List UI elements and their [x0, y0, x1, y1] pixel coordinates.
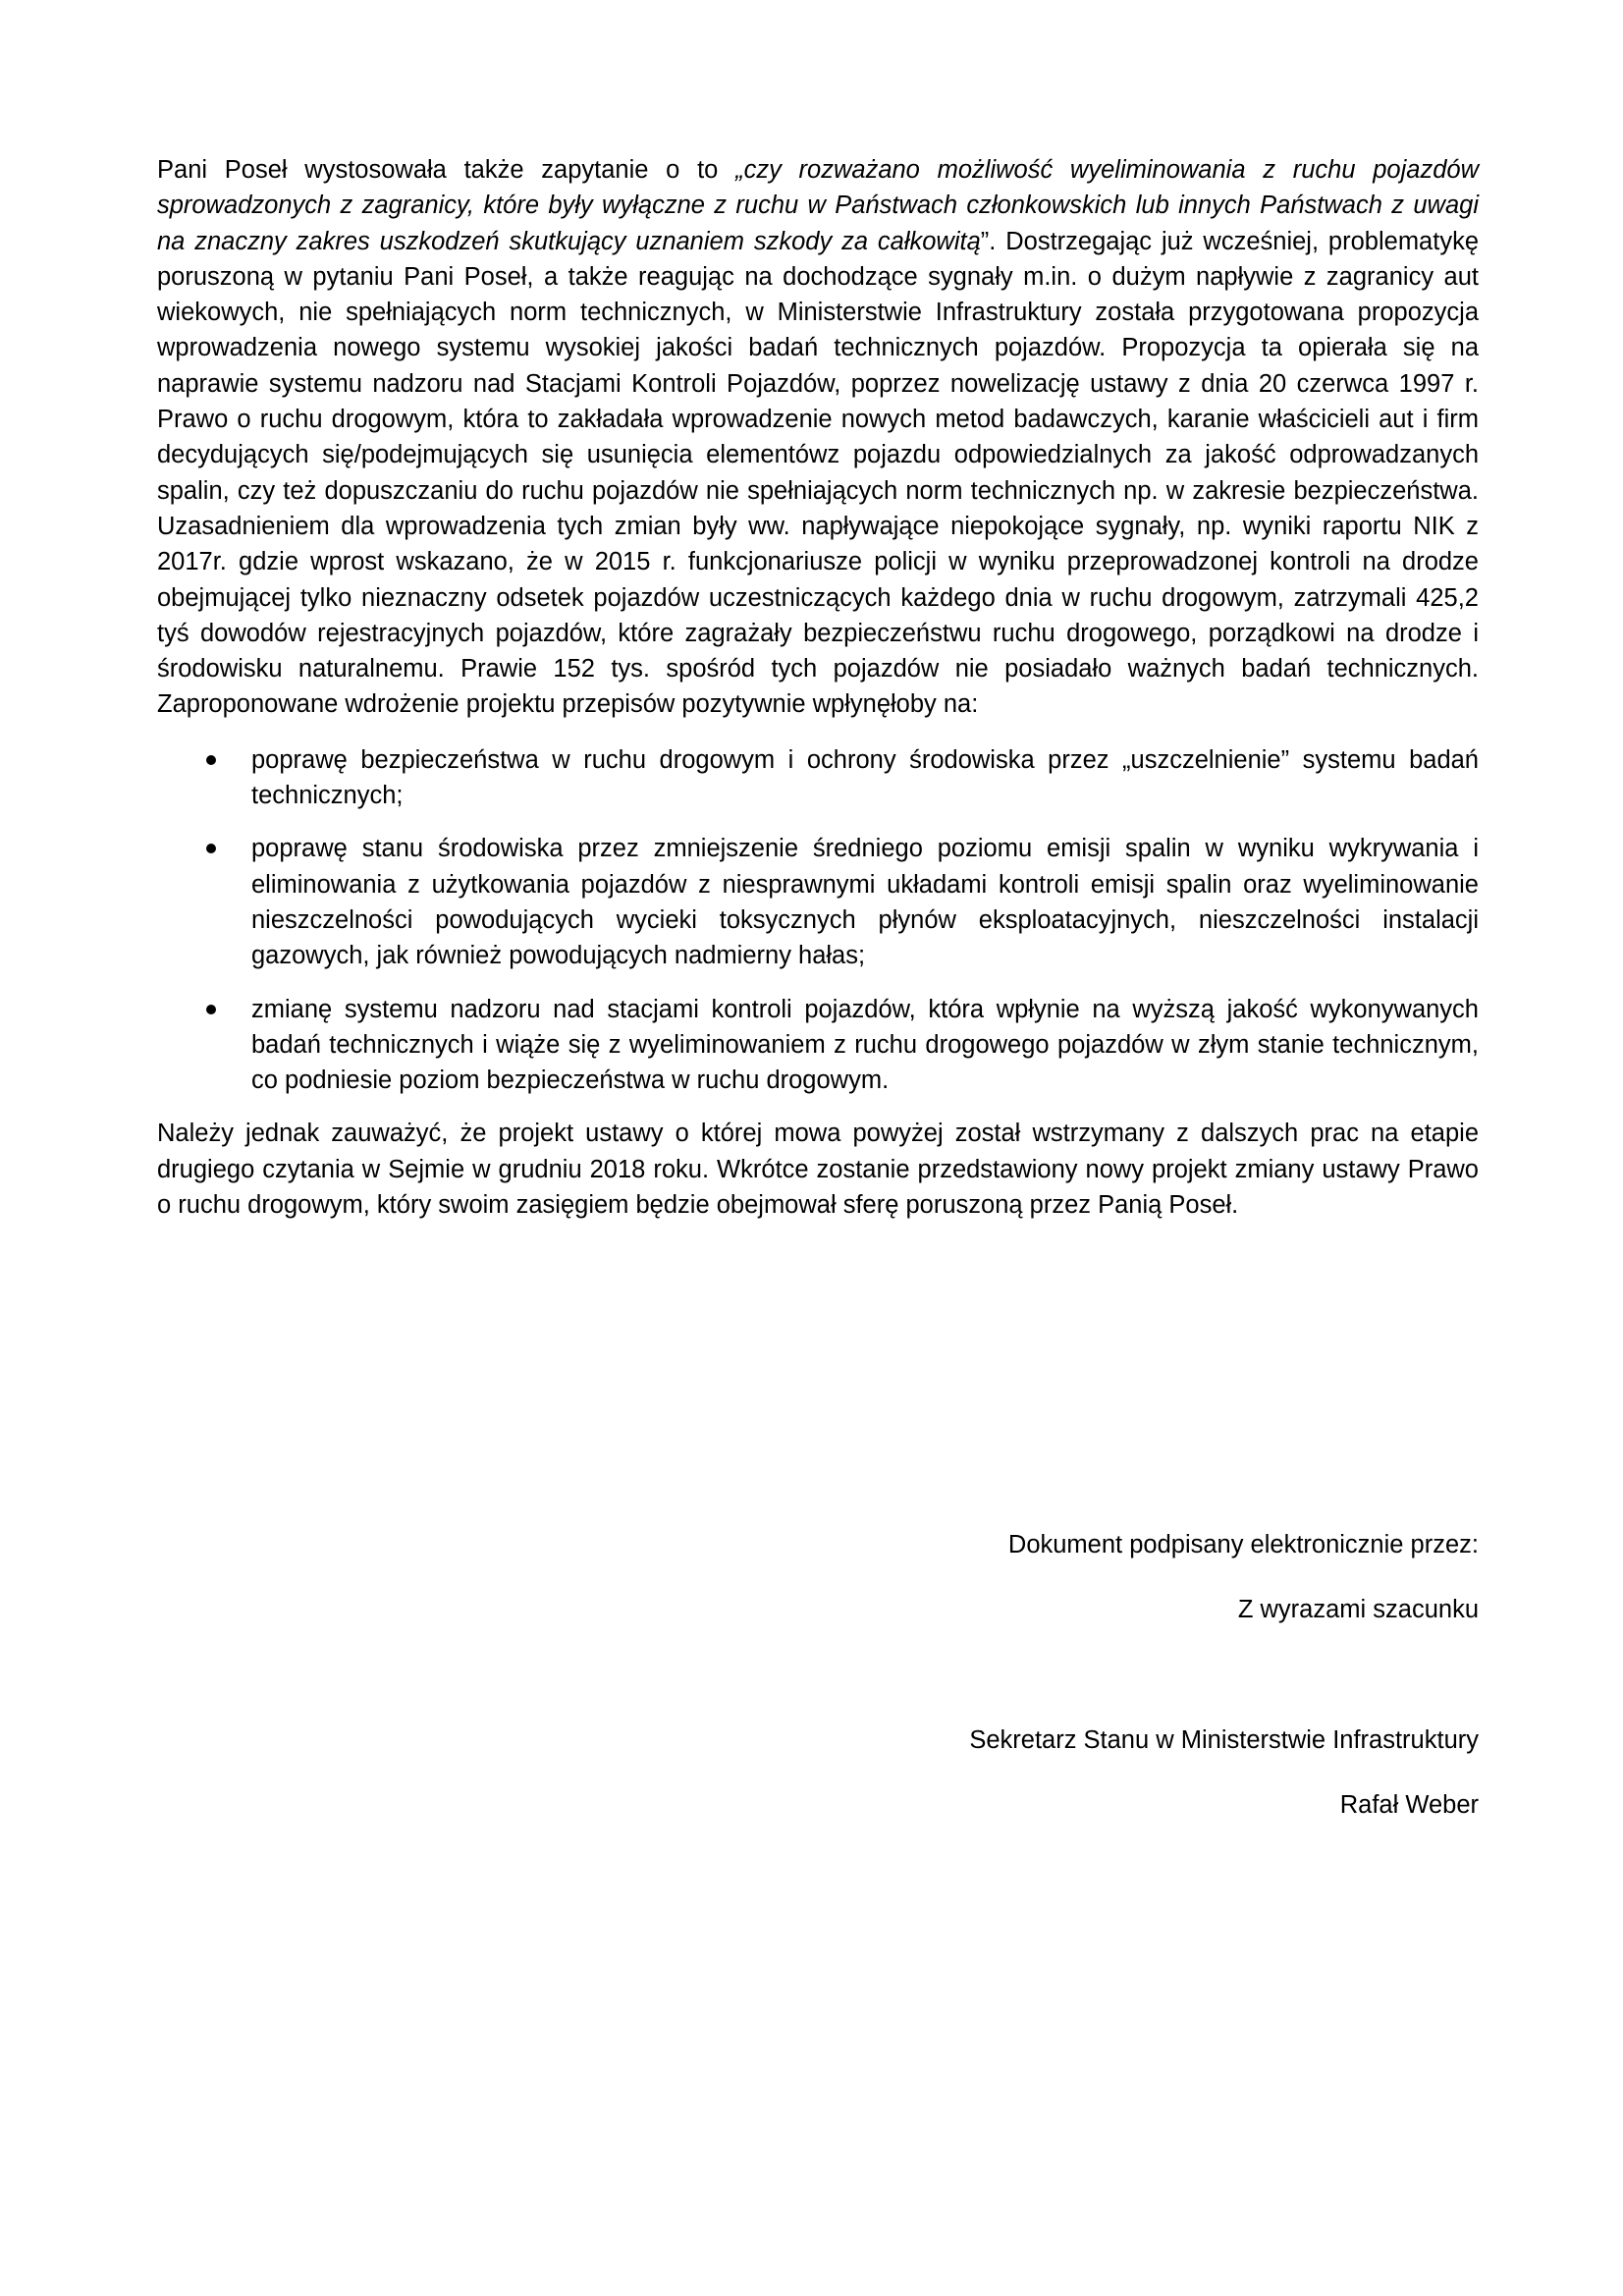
list-item: [157, 992, 1479, 1099]
list-item-text: zmianę systemu nadzoru nad stacjami kontroli pojazdów, która wpłynie na wyższą jakość wykonywanych badań technicznych i wiąże się z wyeliminowaniem z ruchu drogowego pojazdów w złym stanie technicznym, co podniesie poziom bezpieczeństwa w ruchu drogowym.: [251, 995, 1479, 1095]
paragraph-intro: [157, 152, 1479, 723]
list-item: [157, 831, 1479, 973]
electronic-signature-note: Dokument podpisany elektronicznie przez:: [1007, 1531, 1479, 1558]
paragraph-conclusion: Należy jednak zauważyć, że projekt ustawy o której mowa powyżej został wstrzymany z dalszych prac na etapie drugiego czytania w Sejmie w grudniu 2018 roku. Wkrótce zostanie przedstawiony nowy projekt zmiany ustawy Prawo o ruchu drogowym, który swoim zasięgiem będzie obejmował sferę poruszoną przez Panią Poseł.: [157, 1120, 1479, 1220]
list-item-text: poprawę stanu środowiska przez zmniejszenie średniego poziomu emisji spalin w wyniku wykrywania i eliminowania z użytkowania pojazdów z niesprawnymi układami kontroli emisji spalin oraz wyeliminowanie nieszczelności powodujących wycieki toksycznych płynów eksploatacyjnych, nieszczelności instalacji gazowych, jak również powodujących nadmierny hałas;: [251, 835, 1479, 970]
bullet-icon: [206, 844, 216, 853]
list-item: [157, 742, 1479, 814]
paragraph-intro-quote: „czy rozważano możliwość wyeliminowania z ruchu pojazdów sprowadzonych z zagranicy, które były wyłączne z ruchu w Państwach członkowskich lub innych Państwach z uwagi na znaczny zakres uszkodzeń skutkujący uznaniem szkody za całkowitą: [157, 156, 1479, 255]
document-body: [157, 152, 1479, 1223]
paragraph-intro-rest: ”. Dostrzegając już wcześniej, problematykę poruszoną w pytaniu Pani Poseł, a także reagując na dochodzące sygnały m.in. o dużym napływie z zagranicy aut wiekowych, nie spełniających norm technicznych, w Ministerstwie Infrastruktury została przygotowana propozycja wprowadzenia nowego systemu wysokiej jakości badań technicznych pojazdów. Propozycja ta opierała się na naprawie systemu nadzoru nad Stacjami Kontroli Pojazdów, poprzez nowelizację ustawy z dnia 20 czerwca 1997 r. Prawo o ruchu drogowym, która to zakładała wprowadzenie nowych metod badawczych, karanie właścicieli aut i firm decydujących się/podejmujących się usunięcia elementówz pojazdu odpowiedzialnych za jakość odprowadzanych spalin, czy też dopuszczaniu do ruchu pojazdów nie spełniających norm technicznych np. w zakresie bezpieczeństwa. Uzasadnieniem dla wprowadzenia tych zmian były ww. napływające niepokojące sygnały, np. wyniki raportu NIK z 2017r. gdzie wprost wskazano, że w 2015 r. funkcjonariusze policji w wyniku przeprowadzonej kontroli na drodze obejmującej tylko nieznaczny odsetek pojazdów uczestniczących każdego dnia w ruchu drogowym, zatrzymali 425,2 tyś dowodów rejestracyjnych pojazdów, które zagrażały bezpieczeństwu ruchu drogowego, porządkowi na drodze i środowisku naturalnemu. Prawie 152 tys. spośród tych pojazdów nie posiadało ważnych badań technicznych. Zaproponowane wdrożenie projektu przepisów pozytywnie wpłynęłoby na:: [157, 227, 1480, 719]
bullet-icon: [206, 755, 216, 765]
signatory-name: Rafał Weber: [1339, 1791, 1479, 1819]
signature-block: [969, 1527, 1479, 1823]
paragraph-intro-lead: Pani Poseł wystosowała także zapytanie o to: [157, 156, 736, 184]
bullet-list: [157, 742, 1479, 1099]
bullet-icon: [206, 1005, 216, 1014]
closing-phrase: Z wyrazami szacunku: [1237, 1596, 1479, 1623]
list-item-text: poprawę bezpieczeństwa w ruchu drogowym i ochrony środowiska przez „uszczelnienie” systemu badań technicznych;: [251, 745, 1479, 810]
signatory-title: Sekretarz Stanu w Ministerstwie Infrastruktury: [969, 1726, 1479, 1754]
